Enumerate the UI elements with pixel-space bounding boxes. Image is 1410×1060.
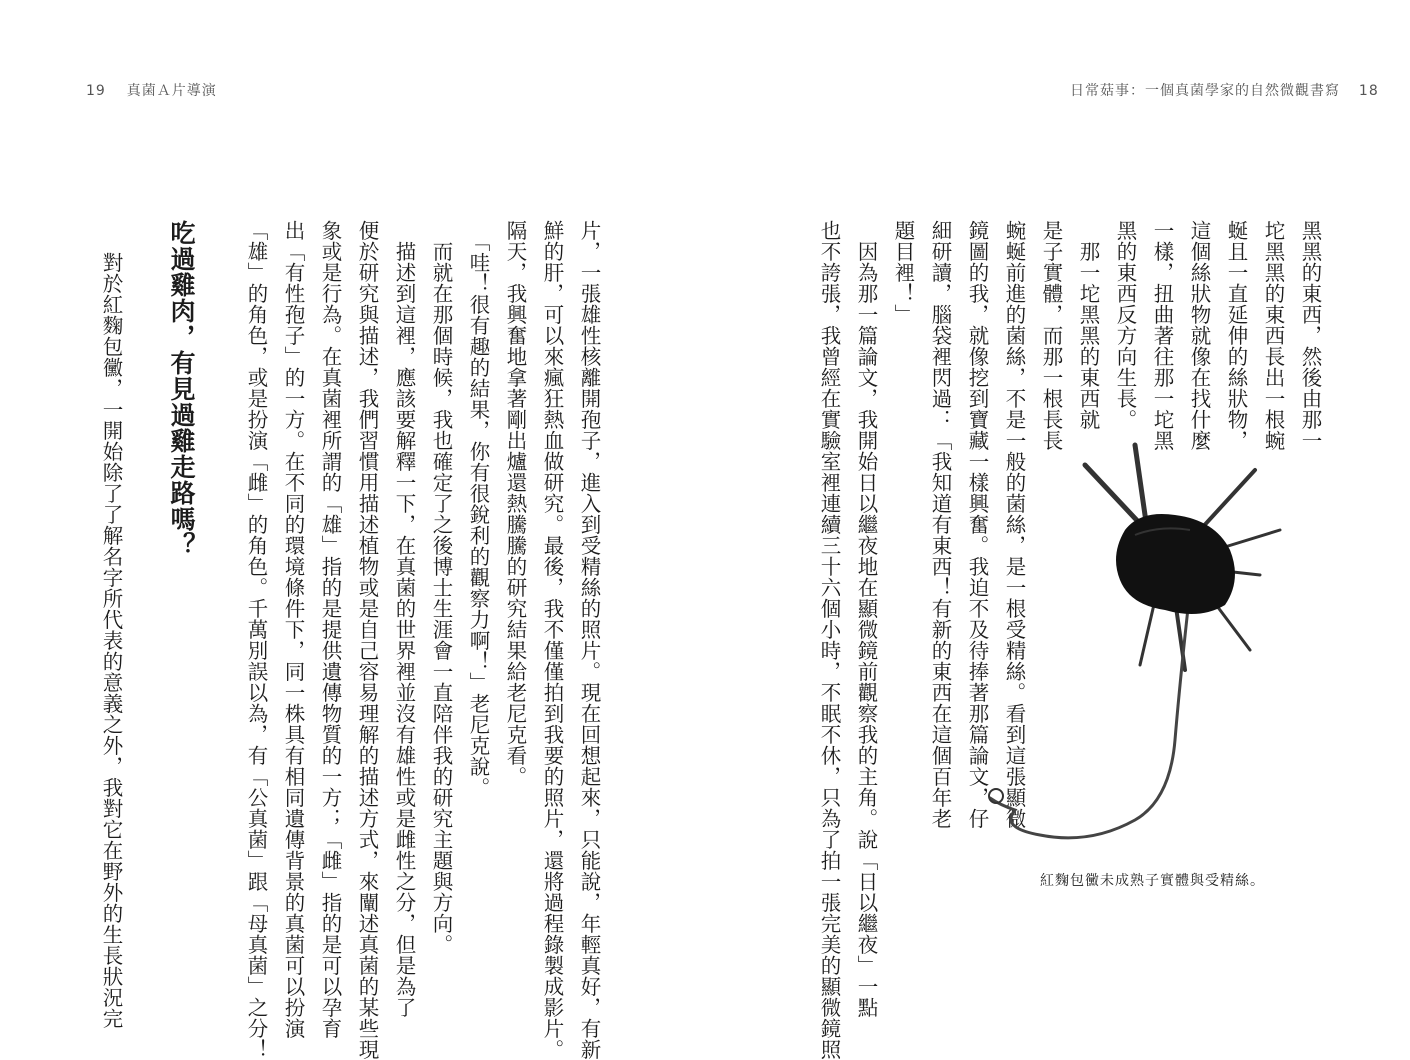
text-column: 黑黑的東西，然後由那一 — [1298, 220, 1322, 451]
text-column: 蜿蜒前進的菌絲，不是一般的菌絲，是一根受精絲。看到這張顯微 — [1002, 220, 1026, 829]
section-heading: 吃過雞肉，有見過雞走路嗎？ — [167, 220, 196, 558]
text-column: 是子實體，而那一根長長 — [1039, 220, 1063, 451]
page-number-right: 18 — [1358, 83, 1379, 99]
text-column: 便於研究與描述，我們習慣用描述植物或是自己容易理解的描述方式，來闡述真菌的某些現 — [355, 220, 379, 1060]
text-column: 「哇！很有趣的結果，你有很銳利的觀察力啊！」老尼克說。 — [466, 220, 490, 798]
text-column: 對於紅麴包黴，一開始除了了解名字所代表的意義之外，我對它在野外的生長狀況完 — [99, 252, 123, 1029]
running-head-right — [1070, 80, 1379, 100]
book-chapter-title: 真菌Ａ片導演 — [126, 83, 217, 99]
text-column: 蜒且一直延伸的絲狀物， — [1224, 220, 1248, 451]
text-column: 黑的東西反方向生長。 — [1113, 220, 1137, 430]
figure-caption: 紅麴包黴未成熟子實體與受精絲。 — [1040, 873, 1265, 889]
text-column: 「雄」的角色，或是扮演「雌」的角色。千萬別誤以為，有「公真菌」跟「母真菌」之分！ — [244, 220, 268, 1060]
text-column: 這個絲狀物就像在找什麼 — [1187, 220, 1211, 451]
text-column: 一樣，扭曲著往那一坨黑 — [1150, 220, 1174, 451]
text-column: 因為那一篇論文，我開始日以繼夜地在顯微鏡前觀察我的主角。說「日以繼夜」一點 — [854, 220, 878, 1018]
text-column: 片，一張雄性核離開孢子，進入到受精絲的照片。現在回想起來，只能說，年輕真好，有新 — [577, 220, 601, 1060]
text-column: 鮮的肝，可以來瘋狂熱血做研究。最後，我不僅僅拍到我要的照片，還將過程錄製成影片。 — [540, 220, 564, 1060]
page-number-left: 19 — [86, 83, 106, 99]
text-column: 隔天，我興奮地拿著剛出爐還熱騰騰的研究結果給老尼克看。 — [503, 220, 527, 787]
text-column: 描述到這裡，應該要解釋一下，在真菌的世界裡並沒有雄性或是雌性之分，但是為了 — [392, 220, 416, 1018]
text-column: 那一坨黑黑的東西就 — [1076, 220, 1100, 430]
text-column: 而就在那個時候，我也確定了之後博士生涯會一直陪伴我的研究主題與方向。 — [429, 220, 453, 955]
text-column: 題目裡！」 — [891, 220, 915, 325]
text-column: 象或是行為。在真菌裡所謂的「雄」指的是提供遺傳物質的一方；「雌」指的是可以孕育 — [318, 220, 342, 1039]
book-title: 日常菇事：一個真菌學家的自然微觀書寫 — [1070, 83, 1340, 99]
text-column: 細研讀，腦袋裡閃過：「我知道有東西！有新的東西在這個百年老 — [928, 220, 952, 829]
running-head-left — [86, 80, 217, 100]
fungus-micrograph-illustration — [960, 440, 1290, 864]
text-column: 坨黑黑的東西長出一根蜿 — [1261, 220, 1285, 451]
text-column: 出「有性孢子」的一方。在不同的環境條件下，同一株具有相同遺傳背景的真菌可以扮演 — [281, 220, 305, 1039]
text-column: 鏡圖的我，就像挖到寶藏一樣興奮。我迫不及待捧著那篇論文，仔 — [965, 220, 989, 829]
text-column: 也不誇張，我曾經在實驗室裡連續三十六個小時，不眠不休，只為了拍一張完美的顯微鏡照 — [817, 220, 841, 1060]
